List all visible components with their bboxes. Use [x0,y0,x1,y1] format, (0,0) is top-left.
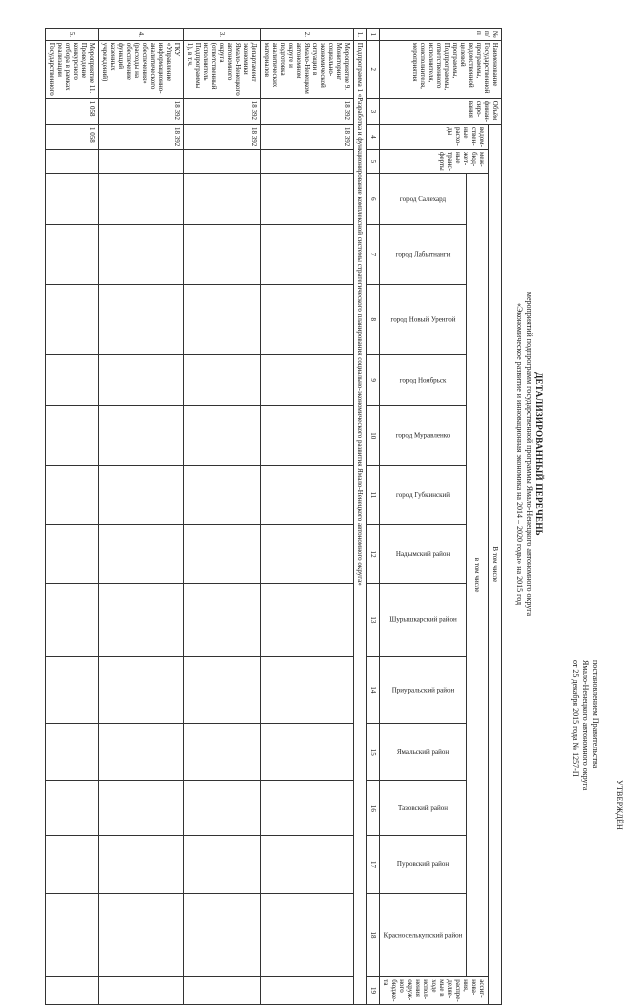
empty-cell [99,893,184,977]
table-row [46,29,99,1005]
municipality-header [380,836,467,893]
document-subtitle: «Экономическое развитие и инновационная экономика на 2014 – 2020 годы» на 2015 год [515,302,524,606]
column-number: 17 [367,836,380,893]
municipality-header [380,225,467,285]
column-number: 12 [367,524,380,583]
column-number: 2 [367,40,380,98]
municipality-header [380,724,467,781]
empty-cell [99,656,184,724]
empty-cell [184,781,261,836]
empty-cell [46,354,99,406]
empty-cell [261,836,354,893]
municipality-label: Тазовский район [397,804,449,813]
column-number: 3 [367,98,380,124]
empty-cell [46,225,99,285]
empty-cell [184,173,261,224]
approval-line: постановлением Правительства [591,660,600,769]
municipality-header [380,354,467,406]
municipality-header [380,466,467,525]
header-num: № п/п [380,29,502,41]
approval-line: Ямало-Ненецкого автономного округа [581,660,590,791]
empty-cell [184,724,261,781]
column-number: 14 [367,656,380,724]
municipality-label: город Губкинский [396,490,450,499]
empty-cell [184,225,261,285]
rotated-sheet [10,20,630,1002]
empty-cell [184,524,261,583]
section-num: 1. [354,29,367,41]
empty-cell [184,284,261,354]
document-subtitle: мероприятий подпрограмм государственной программы Ямало-Ненецкого автономного округа [525,291,534,617]
empty-cell [184,584,261,656]
column-number: 10 [367,406,380,466]
row-name: ГКУ «Управление информационно-аналитического обеспечения» (расходы на обеспечение функций казенных учреждений) [99,40,184,98]
empty-cell [46,173,99,224]
empty-cell [261,656,354,724]
empty-cell [261,173,354,224]
empty-cell [99,466,184,525]
document-title: ДЕТАЛИЗИРОВАННЫЙ ПЕРЕЧЕНЬ [534,372,544,536]
row-volume: 18 392 [99,98,184,124]
empty-cell [46,724,99,781]
empty-cell [261,284,354,354]
municipality-header [380,406,467,466]
empty-cell [184,466,261,525]
municipality-label: город Ноябрьск [399,376,447,385]
empty-cell [46,149,99,173]
empty-cell [46,836,99,893]
municipality-label: город Новый Уренгой [390,315,456,324]
header-dept: ведом-ствен-ные расхо-ды [380,124,489,149]
empty-cell [46,893,99,977]
row-num: 5. [46,29,99,41]
empty-cell [184,977,261,1004]
municipality-label: город Лабытнанги [395,250,451,259]
row-dept: 18 392 [261,124,354,149]
empty-cell [261,584,354,656]
municipality-header-row [380,29,467,1005]
table-row [261,29,354,1005]
empty-cell [99,406,184,466]
row-volume: 18 392 [184,98,261,124]
data-rows [46,29,354,1005]
header-name: Наименование Государственной программы, ведомственной целевой программы, Подпрограммы, ответственного исполнителя, соисполнителя, мероприятия [380,40,502,98]
column-number: 8 [367,284,380,354]
column-number: 5 [367,149,380,173]
column-number: 18 [367,893,380,977]
row-name: Департамент экономики Ямало-Ненецкого автономного округа (ответственный исполнитель Подпрограммы 1), в т.ч. [184,40,261,98]
empty-cell [99,724,184,781]
header-interbudget: меж-бюд-жет-ные транс-ферты [380,149,489,173]
empty-cell [184,836,261,893]
empty-cell [184,149,261,173]
empty-cell [99,836,184,893]
approval-title: УТВЕРЖДЁН [615,780,624,831]
document-header [514,20,544,888]
municipality-label: Пуровский район [396,860,450,869]
empty-cell [99,584,184,656]
column-number: 7 [367,225,380,285]
header-volume: Объём финан-сиро-вания [380,98,502,124]
empty-cell [261,524,354,583]
empty-cell [184,406,261,466]
empty-cell [46,406,99,466]
empty-cell [99,225,184,285]
empty-cell [261,354,354,406]
municipality-header [380,284,467,354]
header-in-that: в том числе [467,173,489,976]
empty-cell [261,406,354,466]
municipality-label: Красноселькупский район [383,930,463,939]
column-number: 16 [367,781,380,836]
empty-cell [184,893,261,977]
municipality-label: Ямальский район [396,748,450,757]
row-num: 4. [99,29,184,41]
municipality-header [380,584,467,656]
empty-cell [261,466,354,525]
column-number: 19 [367,977,380,1004]
header-last: ассиг-нова-ния, распре-деляе-мые в ходе испол-нения окруж-ного бюдже-та [380,977,489,1004]
row-dept: 1 058 [46,124,99,149]
empty-cell [46,781,99,836]
empty-cell [46,584,99,656]
column-number-row [367,29,380,1005]
approval-block [570,660,624,870]
empty-cell [99,354,184,406]
empty-cell [46,524,99,583]
empty-cell [261,893,354,977]
table-row [184,29,261,1005]
row-dept: 18 392 [99,124,184,149]
column-number: 11 [367,466,380,525]
empty-cell [99,173,184,224]
empty-cell [261,225,354,285]
municipality-header [380,656,467,724]
empty-cell [99,781,184,836]
header-in-total: В том числе [489,124,502,1004]
empty-cell [184,656,261,724]
municipality-label: Приуральский район [391,685,455,694]
empty-cell [46,284,99,354]
table-row [99,29,184,1005]
row-volume: 1 058 [46,98,99,124]
row-name: Мероприятие 9. Мониторинг социально-экономической ситуации в Ямало-Ненецком автономном округе и подготовка аналитических материалов [261,40,354,98]
municipality-header [380,781,467,836]
row-name: Мероприятие 11. Проведение конкурсного отбора в рамках реализации Государственного [46,40,99,98]
empty-cell [99,524,184,583]
empty-cell [46,466,99,525]
row-volume: 18 392 [261,98,354,124]
empty-cell [261,724,354,781]
empty-cell [99,149,184,173]
column-number: 1 [367,29,380,41]
empty-cell [261,977,354,1004]
section-title: Подпрограмма 1 «Разработка и функционирование комплексной системы стратегического планирования социально-экономического развития Ямало-Ненецкого автономного округа» [354,40,367,1004]
column-number: 15 [367,724,380,781]
row-dept: 18 392 [184,124,261,149]
column-number: 6 [367,173,380,224]
column-number: 13 [367,584,380,656]
municipality-label: Шурышкарский район [389,615,457,624]
empty-cell [261,149,354,173]
empty-cell [184,354,261,406]
municipality-label: город Салехард [399,194,447,203]
municipality-header [380,893,467,977]
empty-cell [46,656,99,724]
empty-cell [261,781,354,836]
empty-cell [99,977,184,1004]
municipality-label: Надымский район [395,550,451,559]
municipality-label: город Муравленко [395,431,451,440]
municipality-header [380,173,467,224]
municipality-header [380,524,467,583]
empty-cell [99,284,184,354]
column-number: 4 [367,124,380,149]
column-number: 9 [367,354,380,406]
approval-line: от 25 декабря 2015 года № 1257-П [571,660,580,777]
row-num: 3. [184,29,261,41]
detailed-list-table [45,28,502,1005]
row-num: 2. [261,29,354,41]
empty-cell [46,977,99,1004]
